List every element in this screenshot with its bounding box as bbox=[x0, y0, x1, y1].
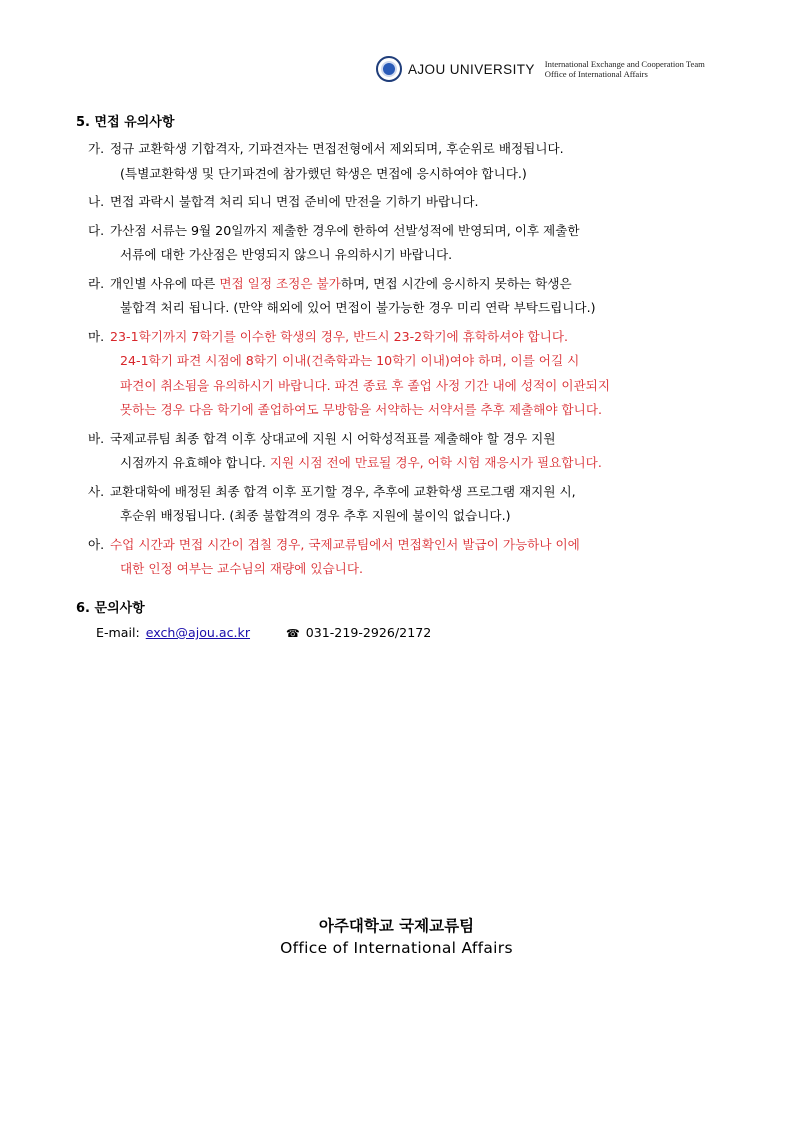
item-line bbox=[110, 272, 610, 297]
footer-title-english: Office of International Affairs bbox=[280, 939, 513, 957]
item-marker: 사. bbox=[88, 483, 105, 499]
item-line: 교환대학에 배정된 최종 합격 이후 포기할 경우, 추후에 교환학생 프로그램 재지원 시, bbox=[110, 483, 576, 499]
email-label: E-mail: bbox=[96, 625, 140, 640]
section-contact bbox=[76, 597, 431, 646]
university-seal-icon bbox=[376, 56, 402, 82]
emphasis-text: 지원 시점 전에 만료될 경우, 어학 시험 재응시가 필요합니다. bbox=[269, 455, 602, 470]
item-line: 국제교류팀 최종 합격 이후 상대교에 지원 시 어학성적표를 제출해야 할 경우 지원 bbox=[110, 430, 556, 446]
item-marker: 라. bbox=[88, 275, 105, 291]
list-item-ga bbox=[76, 137, 610, 186]
team-name-line1: International Exchange and Cooperation Team bbox=[544, 59, 705, 69]
phone-number: 031-219-2926/2172 bbox=[305, 625, 432, 640]
item-marker: 아. bbox=[88, 536, 105, 552]
team-name bbox=[545, 59, 705, 79]
item-text: 시점까지 유효해야 합니다. bbox=[120, 455, 270, 470]
item-marker: 나. bbox=[88, 194, 105, 209]
item-text: 하며, 면접 시간에 응시하지 못하는 학생은 bbox=[340, 275, 572, 291]
section-interview-notes bbox=[76, 111, 610, 582]
list-item-ma bbox=[76, 325, 610, 423]
item-line: 후순위 배정됩니다. (최종 불합격의 경우 추후 지원에 불이익 없습니다.) bbox=[120, 508, 511, 523]
emphasis-text: 면접 일정 조정은 불가 bbox=[219, 275, 341, 291]
item-line: 불합격 처리 됩니다. (만약 해외에 있어 면접이 불가능한 경우 미리 연락 부탁드립니다.) bbox=[120, 300, 596, 315]
list-item-da bbox=[76, 219, 610, 268]
item-line: 못하는 경우 다음 학기에 졸업하여도 무방함을 서약하는 서약서를 추후 제출해야 합니다. bbox=[120, 402, 602, 417]
item-line: 23-1학기까지 7학기를 이수한 학생의 경우, 반드시 23-2학기에 휴학하셔야 합니다. bbox=[110, 328, 569, 344]
item-line: 서류에 대한 가산점은 반영되지 않으니 유의하시기 바랍니다. bbox=[120, 247, 453, 262]
item-line: 대한 인정 여부는 교수님의 재량에 있습니다. bbox=[120, 561, 363, 576]
footer-title-korean: 아주대학교 국제교류팀 bbox=[318, 917, 475, 935]
contact-line bbox=[76, 621, 431, 646]
phone-icon: ☎ bbox=[286, 627, 300, 640]
item-marker: 마. bbox=[88, 328, 105, 344]
item-line: 수업 시간과 면접 시간이 겹칠 경우, 국제교류팀에서 면접확인서 발급이 가능하나 이에 bbox=[110, 536, 580, 552]
list-item-ba bbox=[76, 427, 610, 476]
item-line: 정규 교환학생 기합격자, 기파견자는 면접전형에서 제외되며, 후순위로 배정됩니다. bbox=[110, 141, 564, 156]
section-title: 5. 면접 유의사항 bbox=[76, 115, 175, 130]
item-line: (특별교환학생 및 단기파견에 참가했던 학생은 면접에 응시하여야 합니다.) bbox=[120, 165, 527, 181]
page-footer bbox=[0, 915, 793, 959]
list-item-a bbox=[76, 533, 610, 582]
item-marker: 바. bbox=[88, 430, 105, 446]
list-item-na bbox=[76, 190, 610, 215]
team-name-line2: Office of International Affairs bbox=[544, 69, 648, 79]
item-line: 24-1학기 파견 시점에 8학기 이내(건축학과는 10학기 이내)여야 하며, 이를 어길 시 bbox=[120, 353, 580, 368]
section-title: 6. 문의사항 bbox=[76, 601, 145, 616]
item-marker: 가. bbox=[88, 141, 105, 156]
item-line: 가산점 서류는 9월 20일까지 제출한 경우에 한하여 선발성적에 반영되며, 이후 제출한 bbox=[110, 222, 580, 238]
item-line: 면접 과락시 불합격 처리 되니 면접 준비에 만전을 기하기 바랍니다. bbox=[110, 194, 479, 209]
page-header bbox=[376, 54, 705, 84]
university-name: AJOU UNIVERSITY bbox=[408, 61, 535, 77]
item-text: 개인별 사유에 따른 bbox=[110, 275, 220, 291]
list-item-sa bbox=[76, 480, 610, 529]
item-line bbox=[110, 451, 610, 476]
email-link[interactable]: exch@ajou.ac.kr bbox=[145, 625, 251, 640]
list-item-ra bbox=[76, 272, 610, 321]
item-marker: 다. bbox=[88, 222, 105, 238]
item-line: 파견이 취소됨을 유의하시기 바랍니다. 파견 종료 후 졸업 사정 기간 내에 성적이 이관되지 bbox=[120, 377, 611, 393]
